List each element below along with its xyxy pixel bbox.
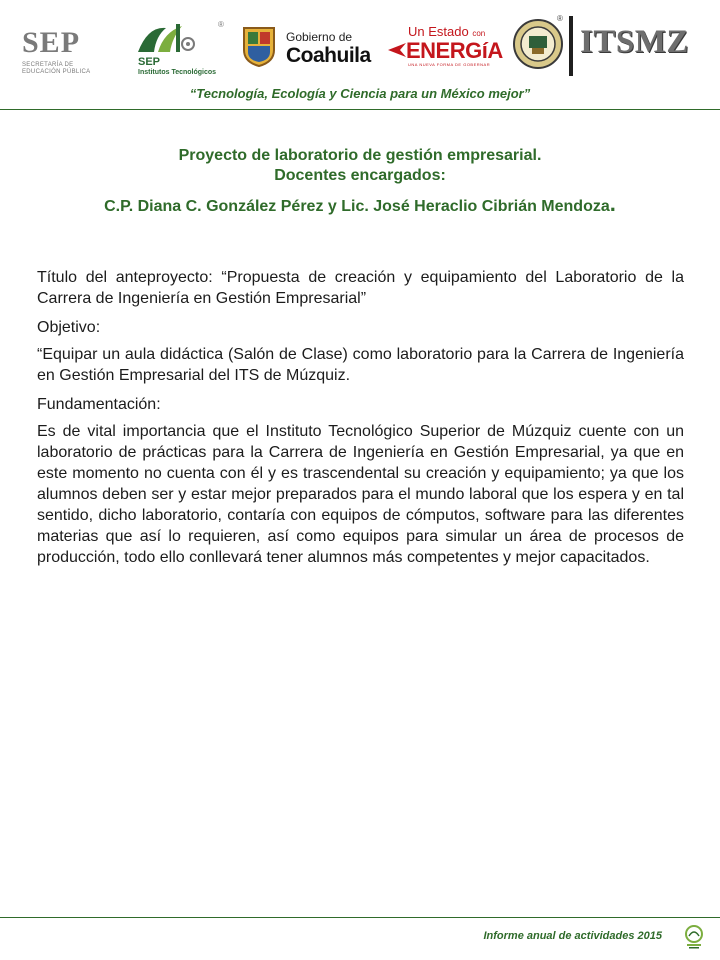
page-header <box>0 0 720 112</box>
document-body <box>37 267 684 576</box>
project-title: Proyecto de laboratorio de gestión empresarial. <box>178 147 542 164</box>
coahuila-line2: Coahuila <box>286 44 371 67</box>
rationale-label: Fundamentación: <box>37 396 161 413</box>
coahuila-line1: Gobierno de <box>286 30 353 44</box>
header-rule <box>0 109 720 110</box>
coahuila-logo <box>240 22 375 72</box>
sep-logo-subtitle-1: SECRETARÍA DE <box>22 62 74 68</box>
teachers-names: C.P. Diana C. González Pérez y Lic. José Heraclio Cibrián Mendoza. <box>104 191 616 216</box>
sep-logo-subtitle-2: EDUCACIÓN PÚBLICA <box>22 69 91 75</box>
sep-logo <box>22 28 117 74</box>
institutos-tecnologicos-logo <box>136 22 231 74</box>
sep-it-subtitle: Institutos Tecnológicos <box>138 69 217 76</box>
objective-label: Objetivo: <box>37 319 101 336</box>
footer-logo-icon <box>684 924 704 950</box>
header-divider <box>569 16 573 76</box>
footer-report-title: Informe anual de actividades 2015 <box>483 930 662 942</box>
energia-line2: ENERGíA <box>406 38 503 63</box>
energia-logo <box>386 24 512 70</box>
itsmz-seal-icon <box>512 18 564 70</box>
registered-mark: ® <box>218 20 224 29</box>
energia-star-icon <box>386 39 408 61</box>
sep-logo-title: SEP <box>22 26 81 59</box>
coahuila-crest-icon <box>240 24 278 68</box>
institutional-motto: “Tecnología, Ecología y Ciencia para un México mejor” <box>189 86 531 101</box>
itsmz-registered-mark: ® <box>557 14 563 23</box>
institutos-tecnologicos-icon <box>136 22 196 56</box>
itsmz-wordmark: ITSMZ <box>580 24 689 60</box>
energia-line1: Un Estado con <box>408 24 486 39</box>
draft-title-paragraph: Título del anteproyecto: “Propuesta de creación y equipamiento del Laboratorio de la Carrera de Ingeniería en Gestión Empresarial” <box>37 269 684 307</box>
objective-paragraph: “Equipar un aula didáctica (Salón de Clase) como laboratorio para la Carrera de Ingeniería en Gestión Empresarial del ITS de Múzquiz. <box>37 346 684 384</box>
document-heading <box>36 146 684 217</box>
teachers-label: Docentes encargados: <box>274 167 446 184</box>
footer-rule <box>0 917 720 918</box>
energia-tagline: UNA NUEVA FORMA DE GOBERNAR <box>408 62 491 67</box>
sep-it-title: SEP <box>138 56 161 68</box>
rationale-paragraph: Es de vital importancia que el Instituto Tecnológico Superior de Múzquiz cuente con un laboratorio de prácticas para la Carrera de Ingeniería en Gestión Empresarial, ya que en este momento no cuenta con él y es trascendental su creación y equipamiento; ya que los alumnos deben ser y estar mejor preparados para el mundo laboral que los espera y en tal sentido, dicho laboratorio, contaría con equipos de cómputos, software para las diferentes materias que así lo requieren, así como equipos para simular un área de procesos de producción, todo ello conllevará tener alumnos más competentes y mejor capacitados. <box>37 423 684 566</box>
